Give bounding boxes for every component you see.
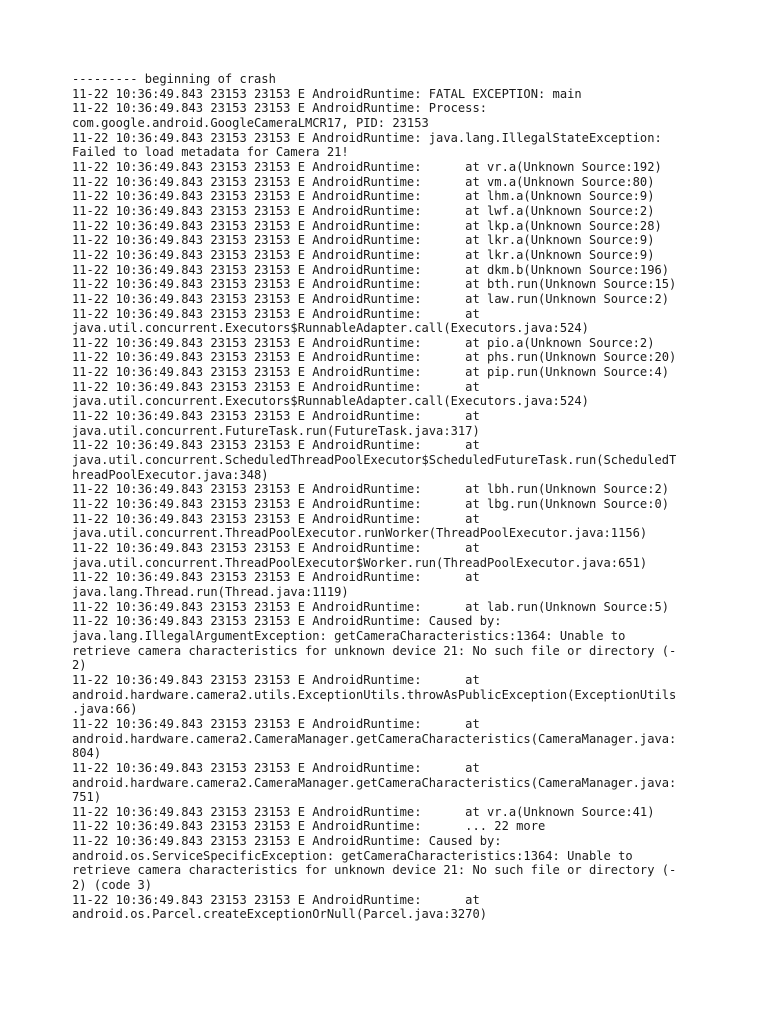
log-line: 11-22 10:36:49.843 23153 23153 E AndroidRuntime: at pio.a(Unknown Source:2) xyxy=(72,335,655,350)
log-line: 11-22 10:36:49.843 23153 23153 E AndroidRuntime: at xyxy=(72,379,480,394)
log-line: Failed to load metadata for Camera 21! xyxy=(72,145,349,160)
log-line: java.lang.Thread.run(Thread.java:1119) xyxy=(72,584,349,599)
log-line: 11-22 10:36:49.843 23153 23153 E AndroidRuntime: at lab.run(Unknown Source:5) xyxy=(72,599,670,614)
log-line: 11-22 10:36:49.843 23153 23153 E AndroidRuntime: at xyxy=(72,672,480,687)
log-line: .java:66) xyxy=(72,702,138,717)
log-line: java.util.concurrent.Executors$RunnableAdapter.call(Executors.java:524) xyxy=(72,394,589,409)
log-line: 11-22 10:36:49.843 23153 23153 E AndroidRuntime: at xyxy=(72,892,480,907)
log-line: 11-22 10:36:49.843 23153 23153 E AndroidRuntime: at lkr.a(Unknown Source:9) xyxy=(72,233,655,248)
log-line: 11-22 10:36:49.843 23153 23153 E AndroidRuntime: at xyxy=(72,716,480,731)
log-line: java.util.concurrent.ThreadPoolExecutor.runWorker(ThreadPoolExecutor.java:1156) xyxy=(72,526,648,541)
log-line: 11-22 10:36:49.843 23153 23153 E AndroidRuntime: ... 22 more xyxy=(72,819,546,834)
log-line: 11-22 10:36:49.843 23153 23153 E AndroidRuntime: at phs.run(Unknown Source:20) xyxy=(72,350,677,365)
log-line: retrieve camera characteristics for unknown device 21: No such file or directory (- xyxy=(72,863,677,878)
log-line: 11-22 10:36:49.843 23153 23153 E AndroidRuntime: Process: xyxy=(72,101,488,116)
log-line: 751) xyxy=(72,790,102,805)
log-line: 11-22 10:36:49.843 23153 23153 E AndroidRuntime: at vm.a(Unknown Source:80) xyxy=(72,174,655,189)
log-line: 11-22 10:36:49.843 23153 23153 E AndroidRuntime: Caused by: xyxy=(72,614,502,629)
log-line: java.util.concurrent.ScheduledThreadPoolExecutor$ScheduledFutureTask.run(ScheduledT xyxy=(72,453,677,468)
log-line: com.google.android.GoogleCameraLMCR17, PID: 23153 xyxy=(72,115,429,130)
log-line: 804) xyxy=(72,746,102,761)
crash-log xyxy=(72,72,712,922)
log-line: android.hardware.camera2.CameraManager.getCameraCharacteristics(CameraManager.java: xyxy=(72,775,677,790)
log-line: 11-22 10:36:49.843 23153 23153 E AndroidRuntime: at vr.a(Unknown Source:41) xyxy=(72,804,655,819)
log-line: android.os.Parcel.createExceptionOrNull(Parcel.java:3270) xyxy=(72,907,488,922)
log-line: 11-22 10:36:49.843 23153 23153 E AndroidRuntime: at xyxy=(72,306,480,321)
log-line: 11-22 10:36:49.843 23153 23153 E AndroidRuntime: at xyxy=(72,541,480,555)
log-line: 2) xyxy=(72,658,87,673)
log-line: 11-22 10:36:49.843 23153 23153 E AndroidRuntime: at bth.run(Unknown Source:15) xyxy=(72,277,677,292)
log-line: 11-22 10:36:49.843 23153 23153 E AndroidRuntime: java.lang.IllegalStateException: xyxy=(72,130,662,145)
log-line: 2) (code 3) xyxy=(72,878,153,893)
log-line: 11-22 10:36:49.843 23153 23153 E AndroidRuntime: at lbh.run(Unknown Source:2) xyxy=(72,482,670,497)
log-line: android.hardware.camera2.utils.ExceptionUtils.throwAsPublicException(ExceptionUtils xyxy=(72,687,677,702)
log-line: 11-22 10:36:49.843 23153 23153 E AndroidRuntime: at xyxy=(72,570,480,585)
log-line: hreadPoolExecutor.java:348) xyxy=(72,467,269,482)
log-line: 11-22 10:36:49.843 23153 23153 E AndroidRuntime: at pip.run(Unknown Source:4) xyxy=(72,365,670,380)
log-line: 11-22 10:36:49.843 23153 23153 E AndroidRuntime: at vr.a(Unknown Source:192) xyxy=(72,159,662,174)
log-line: 11-22 10:36:49.843 23153 23153 E AndroidRuntime: FATAL EXCEPTION: main xyxy=(72,86,582,101)
log-line: 11-22 10:36:49.843 23153 23153 E AndroidRuntime: at xyxy=(72,760,480,775)
log-line: 11-22 10:36:49.843 23153 23153 E AndroidRuntime: at xyxy=(72,409,480,424)
log-line: 11-22 10:36:49.843 23153 23153 E AndroidRuntime: at law.run(Unknown Source:2) xyxy=(72,291,670,306)
log-line: 11-22 10:36:49.843 23153 23153 E AndroidRuntime: Caused by: xyxy=(72,834,502,849)
log-line: java.util.concurrent.ThreadPoolExecutor$Worker.run(ThreadPoolExecutor.java:651) xyxy=(72,555,648,570)
log-line: --------- beginning of crash xyxy=(72,72,276,86)
log-line: java.lang.IllegalArgumentException: getCameraCharacteristics:1364: Unable to xyxy=(72,628,626,643)
log-line: retrieve camera characteristics for unknown device 21: No such file or directory (- xyxy=(72,643,677,658)
log-line: 11-22 10:36:49.843 23153 23153 E AndroidRuntime: at lkp.a(Unknown Source:28) xyxy=(72,218,662,233)
log-line: 11-22 10:36:49.843 23153 23153 E AndroidRuntime: at dkm.b(Unknown Source:196) xyxy=(72,262,670,277)
log-line: android.hardware.camera2.CameraManager.getCameraCharacteristics(CameraManager.java: xyxy=(72,731,677,746)
log-line: 11-22 10:36:49.843 23153 23153 E AndroidRuntime: at xyxy=(72,511,480,526)
log-line: 11-22 10:36:49.843 23153 23153 E AndroidRuntime: at lhm.a(Unknown Source:9) xyxy=(72,189,655,204)
log-line: 11-22 10:36:49.843 23153 23153 E AndroidRuntime: at lwf.a(Unknown Source:2) xyxy=(72,203,655,218)
log-line: 11-22 10:36:49.843 23153 23153 E AndroidRuntime: at lkr.a(Unknown Source:9) xyxy=(72,247,655,262)
log-line: java.util.concurrent.Executors$RunnableAdapter.call(Executors.java:524) xyxy=(72,321,589,336)
log-line: java.util.concurrent.FutureTask.run(FutureTask.java:317) xyxy=(72,423,480,438)
log-line: android.os.ServiceSpecificException: getCameraCharacteristics:1364: Unable to xyxy=(72,848,633,863)
log-line: 11-22 10:36:49.843 23153 23153 E AndroidRuntime: at lbg.run(Unknown Source:0) xyxy=(72,497,670,512)
log-line: 11-22 10:36:49.843 23153 23153 E AndroidRuntime: at xyxy=(72,438,480,453)
